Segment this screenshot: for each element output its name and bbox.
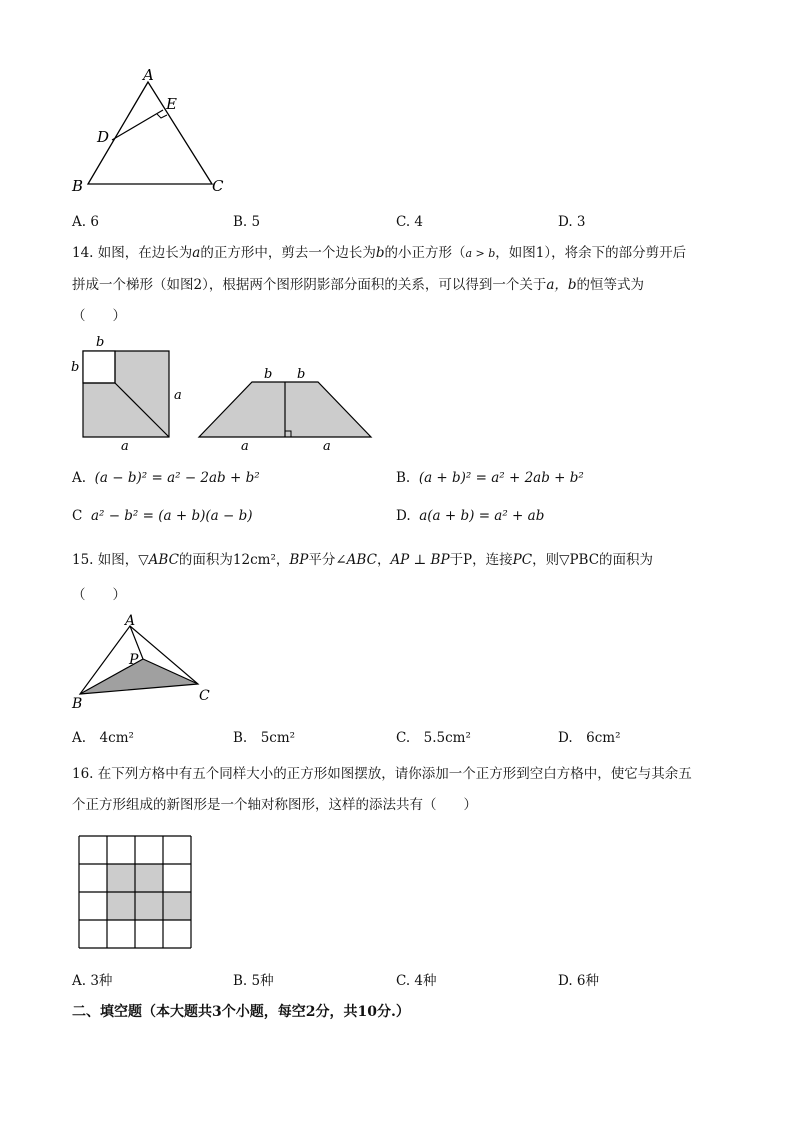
option-label: D. [396, 508, 411, 524]
q14-line1 [72, 243, 686, 264]
grid-lines [79, 836, 191, 948]
q14-text: ，如图1），将余下的部分剪开后 [495, 245, 687, 261]
q14-var-a: a [192, 245, 201, 261]
q15-text: 15. 如图， [72, 552, 139, 568]
fig2-label-bottom1: a [241, 439, 249, 454]
q14-text: 14. 如图，在边长为 [72, 245, 193, 261]
grid-square-filled [135, 864, 163, 892]
q14-text: 的恒等式为 [576, 277, 645, 293]
q16-option-d[interactable]: D. 6种 [558, 973, 600, 989]
q13-option-a[interactable]: A. 6 [72, 214, 99, 230]
fig1-label-right: a [174, 388, 182, 403]
q16-option-c[interactable]: C. 4种 [396, 973, 437, 989]
q15-option-d[interactable]: D. 6cm² [558, 730, 621, 746]
q16-option-b[interactable]: B. 5种 [233, 973, 274, 989]
q16-option-a[interactable]: A. 3种 [72, 973, 113, 989]
label-d: D [97, 128, 110, 146]
q14-option-c[interactable] [72, 506, 252, 526]
label-a: A [125, 613, 136, 629]
right-angle-mark [157, 114, 167, 118]
q14-condition: a > b [465, 247, 496, 260]
label-e: E [166, 95, 177, 113]
q15-option-b[interactable]: B. 5cm² [233, 730, 296, 746]
q14-text: 的小正方形（ [384, 245, 466, 261]
q16-line1: 16. 在下列方格中有五个同样大小的正方形如图摆放，请你添加一个正方形到空白方格中，使它与其余五 [72, 766, 692, 782]
q14-vars-ab: a，b [546, 277, 577, 293]
q15-text: ， [376, 552, 391, 568]
q14-figure-1 [65, 333, 190, 455]
q13-option-c[interactable]: C. 4 [396, 214, 424, 230]
q15-angle: ∠ABC [335, 552, 377, 568]
q15-option-a[interactable]: A. 4cm² [72, 730, 134, 746]
label-c: C [212, 177, 224, 195]
label-b: B [72, 177, 84, 195]
q15-text: ，则▽PBC的面积为 [532, 552, 654, 568]
grid-square-filled [135, 892, 163, 920]
q15-perp: AP ⊥ BP [390, 552, 450, 568]
q16-line2: 个正方形组成的新图形是一个轴对称图形，这样的添法共有（ ） [72, 797, 477, 813]
segment-de [112, 110, 163, 140]
q16-grid-figure [76, 834, 196, 952]
option-expr: a(a + b) = a² + ab [419, 508, 545, 524]
option-label: C [72, 508, 83, 524]
q15-pc: PC [512, 552, 533, 568]
q15-option-c[interactable]: C. 5.5cm² [396, 730, 471, 746]
q15-line1 [72, 550, 653, 570]
q14-option-b[interactable] [396, 468, 584, 488]
q14-answer-paren: （ ） [72, 308, 126, 324]
q14-option-d[interactable] [396, 506, 544, 526]
q14-option-a[interactable] [72, 468, 260, 488]
q15-answer-paren: （ ） [72, 587, 126, 603]
q15-triangle-figure [66, 612, 226, 712]
section-2-heading: 二、填空题（本大题共3个小题，每空2分，共10分.） [72, 1004, 410, 1020]
label-b: B [72, 696, 83, 712]
label-a: A [143, 66, 154, 84]
label-c: C [199, 688, 210, 704]
option-expr: (a − b)² = a² − 2ab + b² [94, 470, 260, 486]
q14-line2 [72, 275, 644, 295]
q15-bp: BP [289, 552, 309, 568]
label-p: P [129, 652, 139, 668]
q15-triangle: ▽ABC [138, 552, 179, 568]
q15-text: 平分 [308, 552, 336, 568]
q13-triangle-figure [60, 60, 240, 200]
q14-figure-2 [190, 362, 380, 455]
fig2-label-top2: b [297, 367, 306, 382]
fig2-label-top1: b [264, 367, 273, 382]
option-label: A. [72, 470, 87, 486]
q13-option-b[interactable]: B. 5 [233, 214, 261, 230]
q14-var-b: b [375, 245, 385, 261]
fig1-label-top: b [96, 335, 105, 350]
grid-square-filled [163, 892, 191, 920]
fig2-label-bottom2: a [323, 439, 331, 454]
q14-text: 的正方形中，剪去一个边长为 [200, 245, 376, 261]
option-label: B. [396, 470, 411, 486]
q13-option-d[interactable]: D. 3 [558, 214, 586, 230]
removed-small-square [83, 351, 115, 383]
grid-square-filled [107, 892, 135, 920]
q15-text: 的面积为12cm²， [178, 552, 290, 568]
fig1-label-bottom: a [121, 439, 129, 454]
q15-text: 于P，连接 [449, 552, 513, 568]
fig1-label-left: b [71, 360, 80, 375]
option-expr: (a + b)² = a² + 2ab + b² [418, 470, 584, 486]
option-expr: a² − b² = (a + b)(a − b) [90, 508, 253, 524]
q14-text: 拼成一个梯形（如图2），根据两个图形阴影部分面积的关系，可以得到一个关于 [72, 277, 547, 293]
grid-square-filled [107, 864, 135, 892]
